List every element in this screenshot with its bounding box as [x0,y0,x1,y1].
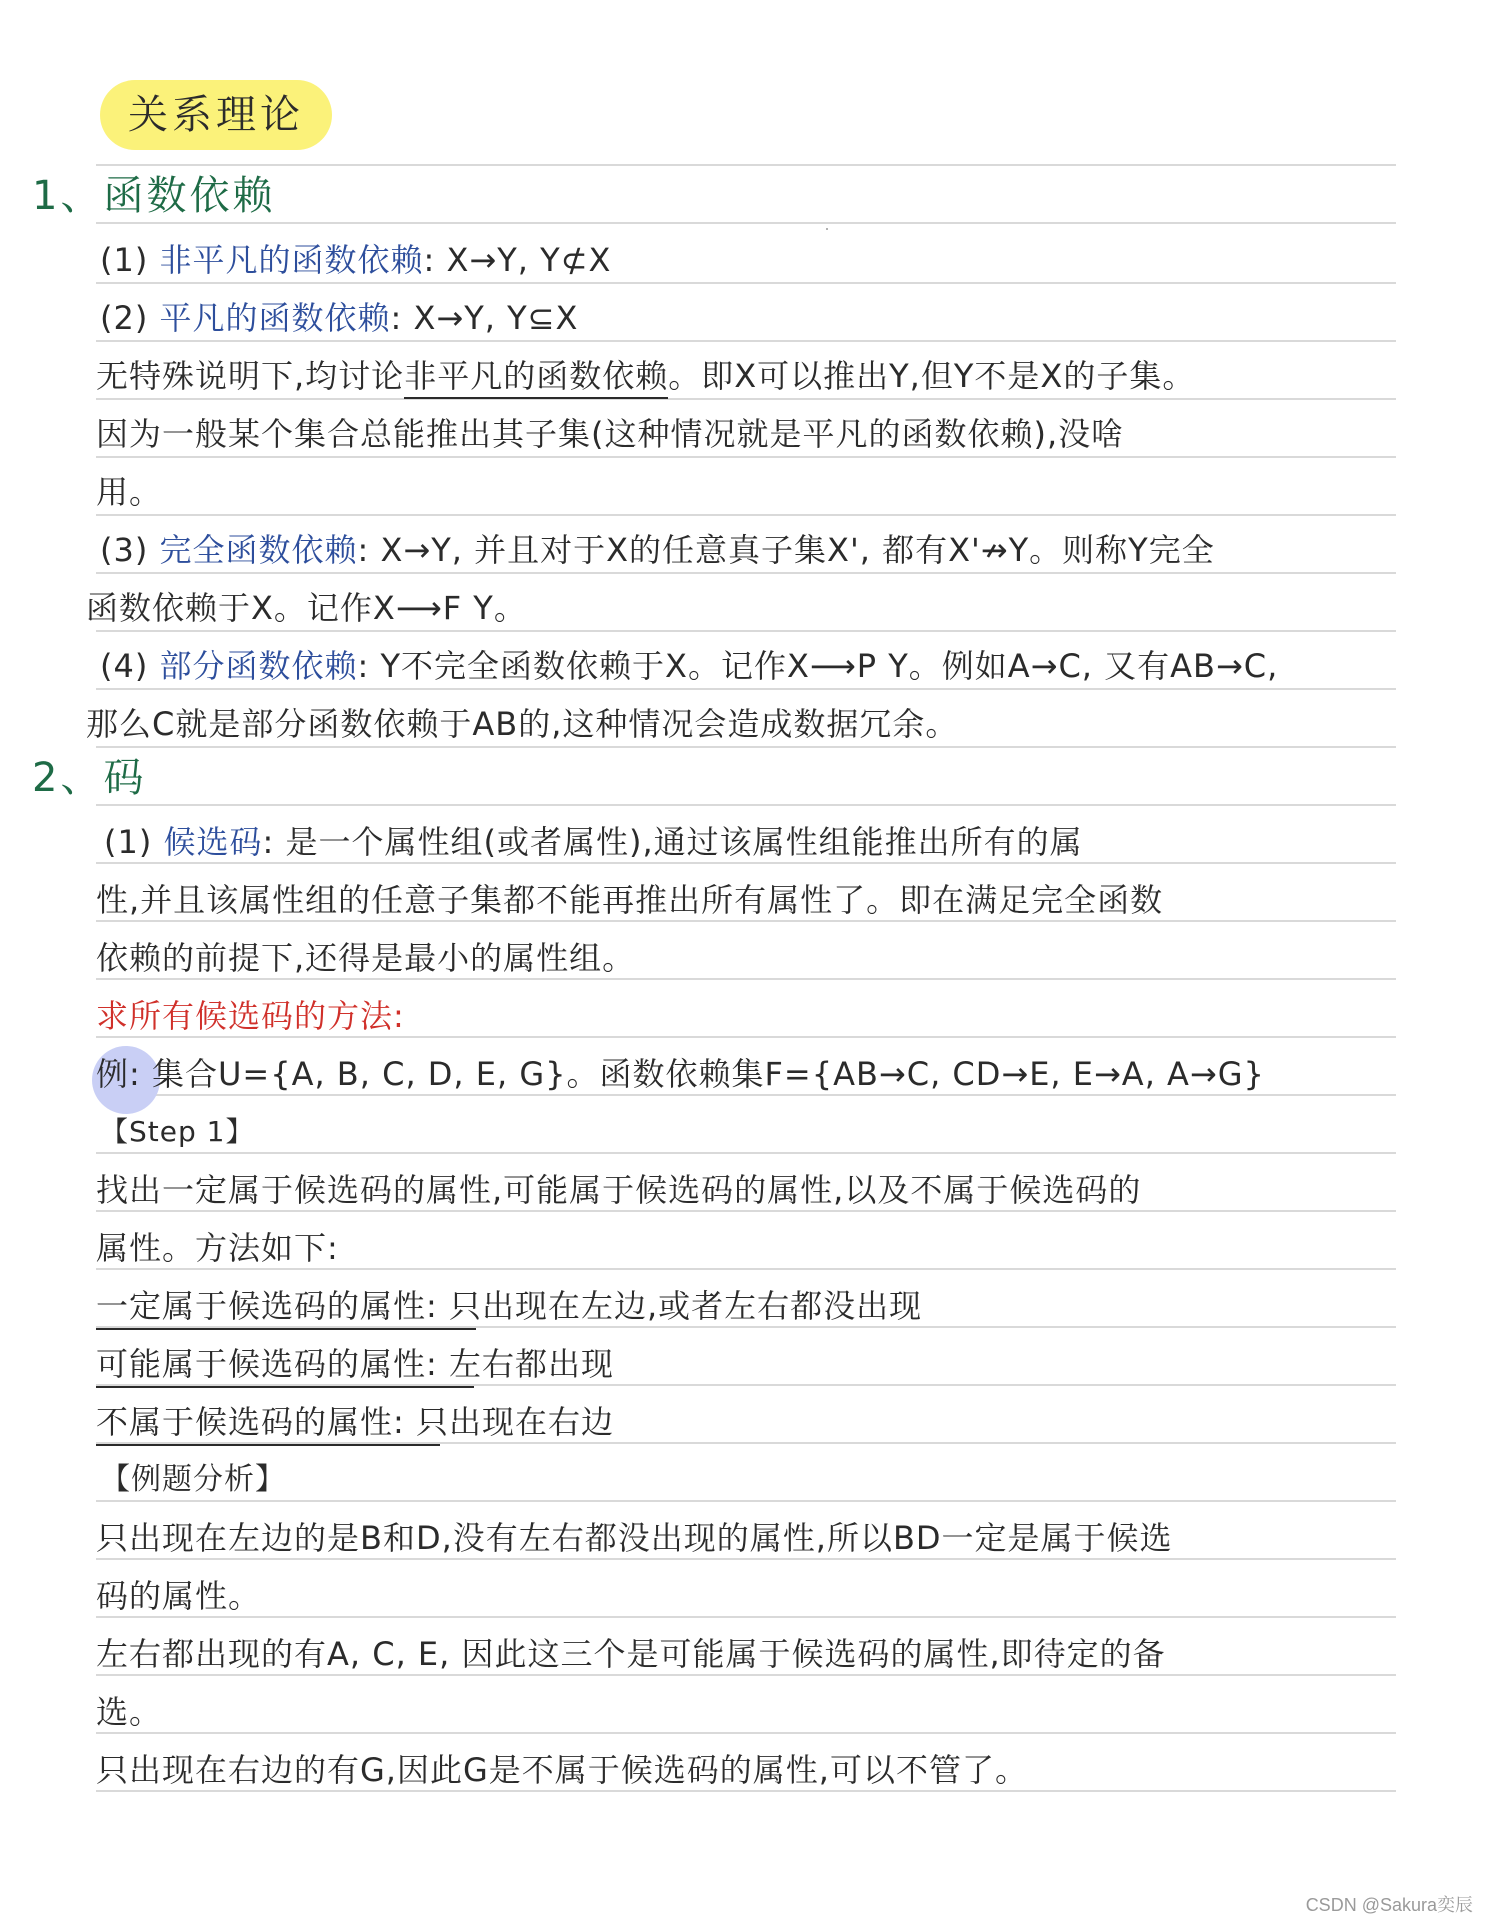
ruled-line [96,688,1396,690]
item-number: (1) [100,241,149,279]
item-number: (3) [100,531,149,569]
definition: : X→Y, 并且对于X的任意真子集X', 都有X'↛Y。则称Y完全 [357,531,1215,569]
ruled-line [96,862,1396,864]
ruled-line [96,978,1396,980]
s1-paragraph-line-3: 用。 [96,473,163,511]
ruled-line [96,572,1396,574]
term: 非平凡的函数依赖 [159,241,424,279]
rule-not [96,1402,1406,1442]
item-number: (2) [100,299,149,337]
rule-term: 不属于候选码的属性 [96,1403,394,1441]
ruled-line [96,222,1396,224]
s2-item-1-line-2: 性,并且该属性组的任意子集都不能再推出所有属性了。即在满足完全函数 [96,881,1164,919]
analysis-line-3: 左右都出现的有A, C, E, 因此这三个是可能属于候选码的属性,即待定的备 [96,1635,1166,1673]
s2-item-1-line-3: 依赖的前提下,还得是最小的属性组。 [96,939,636,977]
ruled-line [96,164,1396,166]
rule-underline [96,1386,474,1388]
ruled-line [96,1210,1396,1212]
step-line-1: 找出一定属于候选码的属性,可能属于候选码的属性,以及不属于候选码的 [96,1171,1142,1209]
s1-paragraph-line-2: 因为一般某个集合总能推出其子集(这种情况就是平凡的函数依赖),没啥 [96,415,1125,453]
ruled-line [96,746,1396,748]
analysis-line-2: 码的属性。 [96,1577,262,1615]
ruled-line [96,398,1396,400]
ruled-line [96,1152,1396,1154]
item-number: (4) [100,647,149,685]
ruled-line [96,456,1396,458]
rule-text: : 只出现在右边 [393,1403,614,1441]
term: 平凡的函数依赖 [159,299,391,337]
ruled-line [96,1036,1396,1038]
text: 无特殊说明下,均讨论 [96,357,405,395]
ruled-line [96,1674,1396,1676]
ruled-line [96,1616,1396,1618]
s1-item-4-cont: 那么C就是部分函数依赖于AB的,这种情况会造成数据冗余。 [86,705,959,743]
term: 完全函数依赖 [159,531,358,569]
text: 。即X可以推出Y,但Y不是X的子集。 [668,357,1196,395]
rule-possibly [96,1344,1406,1384]
step-line-2: 属性。方法如下: [96,1229,339,1267]
watermark: CSDN @Sakura奕辰 [1305,1895,1473,1915]
rule-text: : 只出现在左边,或者左右都没出现 [426,1287,923,1325]
s2-item-1 [104,822,1414,862]
ruled-line [96,282,1396,284]
analysis-line-4: 选。 [96,1693,163,1731]
ruled-line [96,804,1396,806]
item-number: (1) [104,823,153,861]
ruled-line [96,1268,1396,1270]
step-label: 【Step 1】 [100,1115,255,1148]
rule-text: : 左右都出现 [426,1345,614,1383]
rule-term: 可能属于候选码的属性 [96,1345,427,1383]
rule-underline [96,1444,440,1446]
s1-item-3-cont: 函数依赖于X。记作X⟶F Y。 [86,589,527,627]
s1-item-2 [100,298,1410,338]
ruled-line [96,340,1396,342]
definition: : 是一个属性组(或者属性),通过该属性组能推出所有的属 [262,823,1083,861]
definition: : X→Y, Y⊄X [423,241,612,279]
method-heading: 求所有候选码的方法: [96,997,405,1035]
definition: : X→Y, Y⊆X [390,299,579,337]
analysis-label: 【例题分析】 [100,1462,286,1497]
ruled-line [96,1500,1396,1502]
ruled-line [96,514,1396,516]
underlined-text: 非平凡的函数依赖 [404,357,668,399]
s1-paragraph-line-1 [96,356,1406,396]
term: 部分函数依赖 [159,647,358,685]
example-label: 例: [96,1055,141,1093]
rule-term: 一定属于候选码的属性 [96,1287,427,1325]
ruled-line [96,1732,1396,1734]
page-title: 关系理论 [128,92,304,138]
s1-item-1 [100,240,1410,280]
ruled-line [96,1094,1396,1096]
ruled-line [96,630,1396,632]
analysis-line-5: 只出现在右边的有G,因此G是不属于候选码的属性,可以不管了。 [96,1751,1028,1789]
definition: : Y不完全函数依赖于X。记作X⟶P Y。例如A→C, 又有AB→C, [357,647,1279,685]
stray-dot [826,228,828,230]
term: 候选码 [163,823,263,861]
example-line [96,1054,1406,1094]
s1-item-4 [100,646,1410,686]
section-heading-2: 2、码 [32,755,147,801]
ruled-line [96,920,1396,922]
rule-definitely [96,1286,1406,1326]
section-heading-1: 1、函数依赖 [32,173,276,219]
rule-underline [96,1328,476,1330]
s1-item-3 [100,530,1410,570]
example-text: 集合U={A, B, C, D, E, G}。函数依赖集F={AB→C, CD→E, E→A, A→G} [151,1055,1265,1093]
ruled-line [96,1790,1396,1792]
ruled-line [96,1558,1396,1560]
analysis-line-1: 只出现在左边的是B和D,没有左右都没出现的属性,所以BD一定是属于候选 [96,1519,1173,1557]
